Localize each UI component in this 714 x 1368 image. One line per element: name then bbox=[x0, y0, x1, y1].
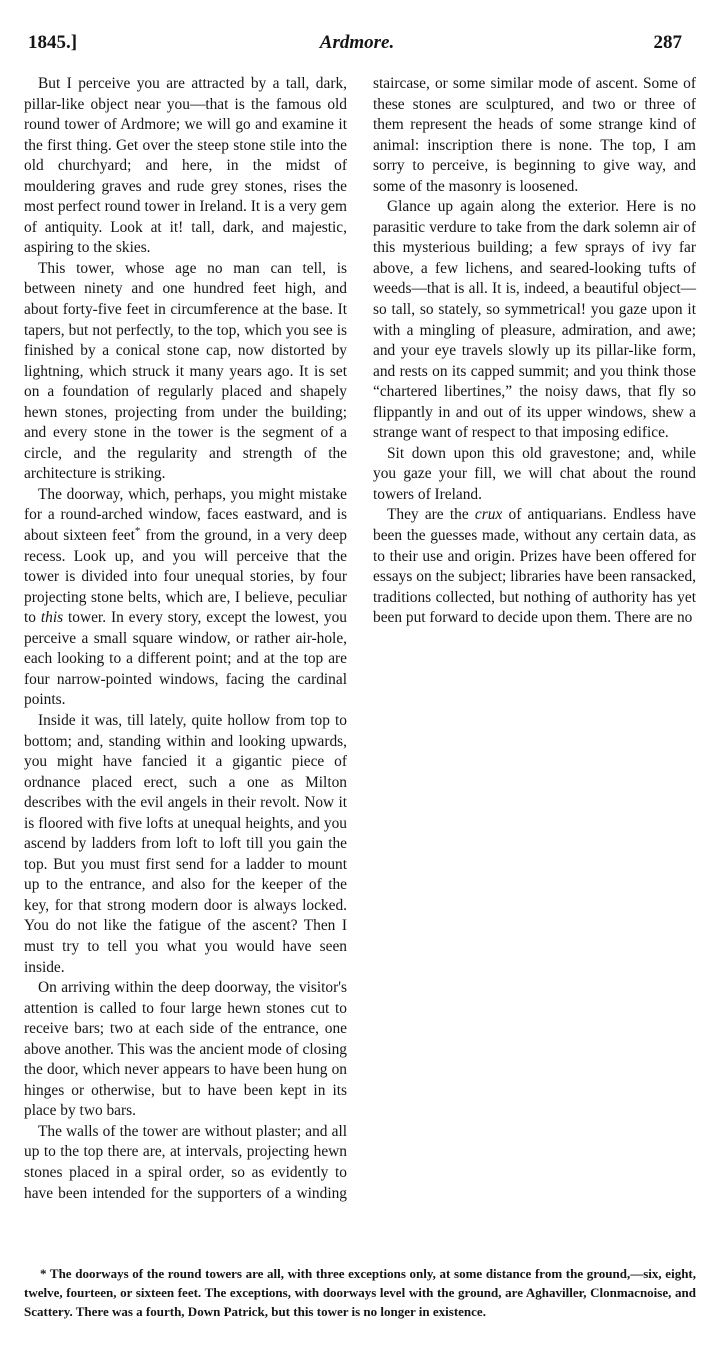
running-head bbox=[20, 30, 694, 56]
doorway-text-3: tower. In every story, except the lowest, you perceive a small square window, or rather air-hole, each looking to a different point; and at the top are four narrow-pointed windows, facing the cardinal points. bbox=[24, 609, 347, 709]
antiquarians-text-1: They are the bbox=[387, 506, 475, 524]
paragraph-tower-dimensions: This tower, whose age no man can tell, is between ninety and one hundred feet high, and about forty-five feet in circumference at the base. It tapers, but not perfectly, to the top, which you see is finished by a conical stone cap, now distorted by lightning, which struck it many years ago. It is set on a foundation of regularly placed and shapely hewn stones, projecting from under the building; and every stone in the tower is the segment of a circle, and the regularity and strength of the architecture is striking. bbox=[24, 259, 347, 483]
paragraph-round-tower-intro: But I perceive you are attracted by a tall, dark, pillar-like object near you—that is the famous old round tower of Ardmore; we will go and examine it the first thing. Get over the steep stone stile into the old churchyard; and here, in the midst of mouldering graves and rude grey stones, rises the most perfect round tower in Ireland. It is a very gem of antiquity. Look at it! tall, dark, and majestic, aspiring to the skies. bbox=[24, 75, 347, 257]
paragraph-inside-tower: Inside it was, till lately, quite hollow from top to bottom; and, standing within and looking upwards, you might have fancied it a gigantic piece of ordnance placed erect, such a one as Milton describes with the evil angels in their revolt. Now it is floored with five lofts at unequal heights, and you ascend by ladders from loft to loft till you gain the top. But you must first send for a ladder to mount up to the entrance, and also for the keeper of the key, for that strong modern door is always locked. You do not like the fatigue of the ascent? Then I must try to tell you what you would have seen inside. bbox=[24, 711, 347, 976]
doorway-text-1: The doorway, which, perhaps, you might mistake for a round-arched window, faces eastward, and is about sixteen feet bbox=[24, 485, 347, 545]
footnote-text: The doorways of the round towers are all, with three exceptions only, at some distance from the ground,—six, eight, twelve, fourteen, or sixteen feet. The exceptions, with doorways level with the ground, are Aghaviller, Clonmacnoise, and Scattery. There was a fourth, Down Patrick, but this tower is no longer in existence. bbox=[24, 1266, 696, 1319]
footnote bbox=[24, 1264, 696, 1321]
page-number: 287 bbox=[653, 32, 682, 53]
body-text-columns bbox=[24, 74, 696, 1224]
footnote-mark: * bbox=[40, 1266, 47, 1281]
running-head-title: Ardmore. bbox=[319, 32, 395, 53]
paragraph-exterior: Glance up again along the exterior. Here is no parasitic verdure to take from the dark solemn air of this mysterious building; a few sprays of ivy far above, a few lichens, and seared-looking tufts of weeds—that is all. It is, indeed, a beautiful object—so tall, so stately, so symmetrical! you gaze upon it with a mingling of pleasure, admiration, and awe; and your eye travels slowly up its pillar-like form, and rests on its capped summit; and you think those “chartered libertines,” the noisy daws, that fly so flippantly in and out of its upper windows, shew a strange want of respect to that imposing edifice. bbox=[373, 198, 696, 442]
antiquarians-emphasis-crux: crux bbox=[474, 506, 503, 524]
antiquarians-text-2: of antiquarians. Endless have been the guesses made, without any certain data, as to their use and origin. Prizes have been offered for essays on the subject; libraries have been ransacked, traditions collected, but nothing of authority has yet been put forward to decide upon them. There are no bbox=[373, 506, 696, 627]
paragraph-walls: The walls of the tower are without plaster; and all up to the top there are, at intervals, projecting hewn stones placed in a spiral order, so as evidently to have been intended for the supporters of a winding staircase, or some similar mode of ascent. Some of these stones are sculptured, and two or three of them represent the heads of some strange kind of animal: inscription there is none. The top, I am sorry to perceive, is beginning to give way, and some of the masonry is loosened. bbox=[24, 75, 696, 1202]
paragraph-doorway bbox=[24, 485, 347, 711]
footnote-reference-mark: * bbox=[134, 524, 141, 537]
paragraph-gravestone: Sit down upon this old gravestone; and, while you gaze your fill, we will chat about the round towers of Ireland. bbox=[373, 444, 696, 503]
paragraph-antiquarians bbox=[373, 505, 696, 628]
doorway-emphasis-this: this bbox=[40, 609, 64, 627]
doorway-text-2: from the ground, in a very deep recess. Look up, and you will perceive that the tower is divided into four unequal stories, by four projecting stone belts, which are, I believe, peculiar to bbox=[24, 527, 348, 627]
paragraph-entrance-bars: On arriving within the deep doorway, the visitor's attention is called to four large hewn stones cut to receive bars; two at each side of the entrance, one above another. This was the ancient mode of closing the door, which never appears to have been hung on hinges or otherwise, but to have been kept in its place by two bars. bbox=[24, 979, 347, 1120]
running-head-year: 1845.] bbox=[28, 32, 78, 53]
